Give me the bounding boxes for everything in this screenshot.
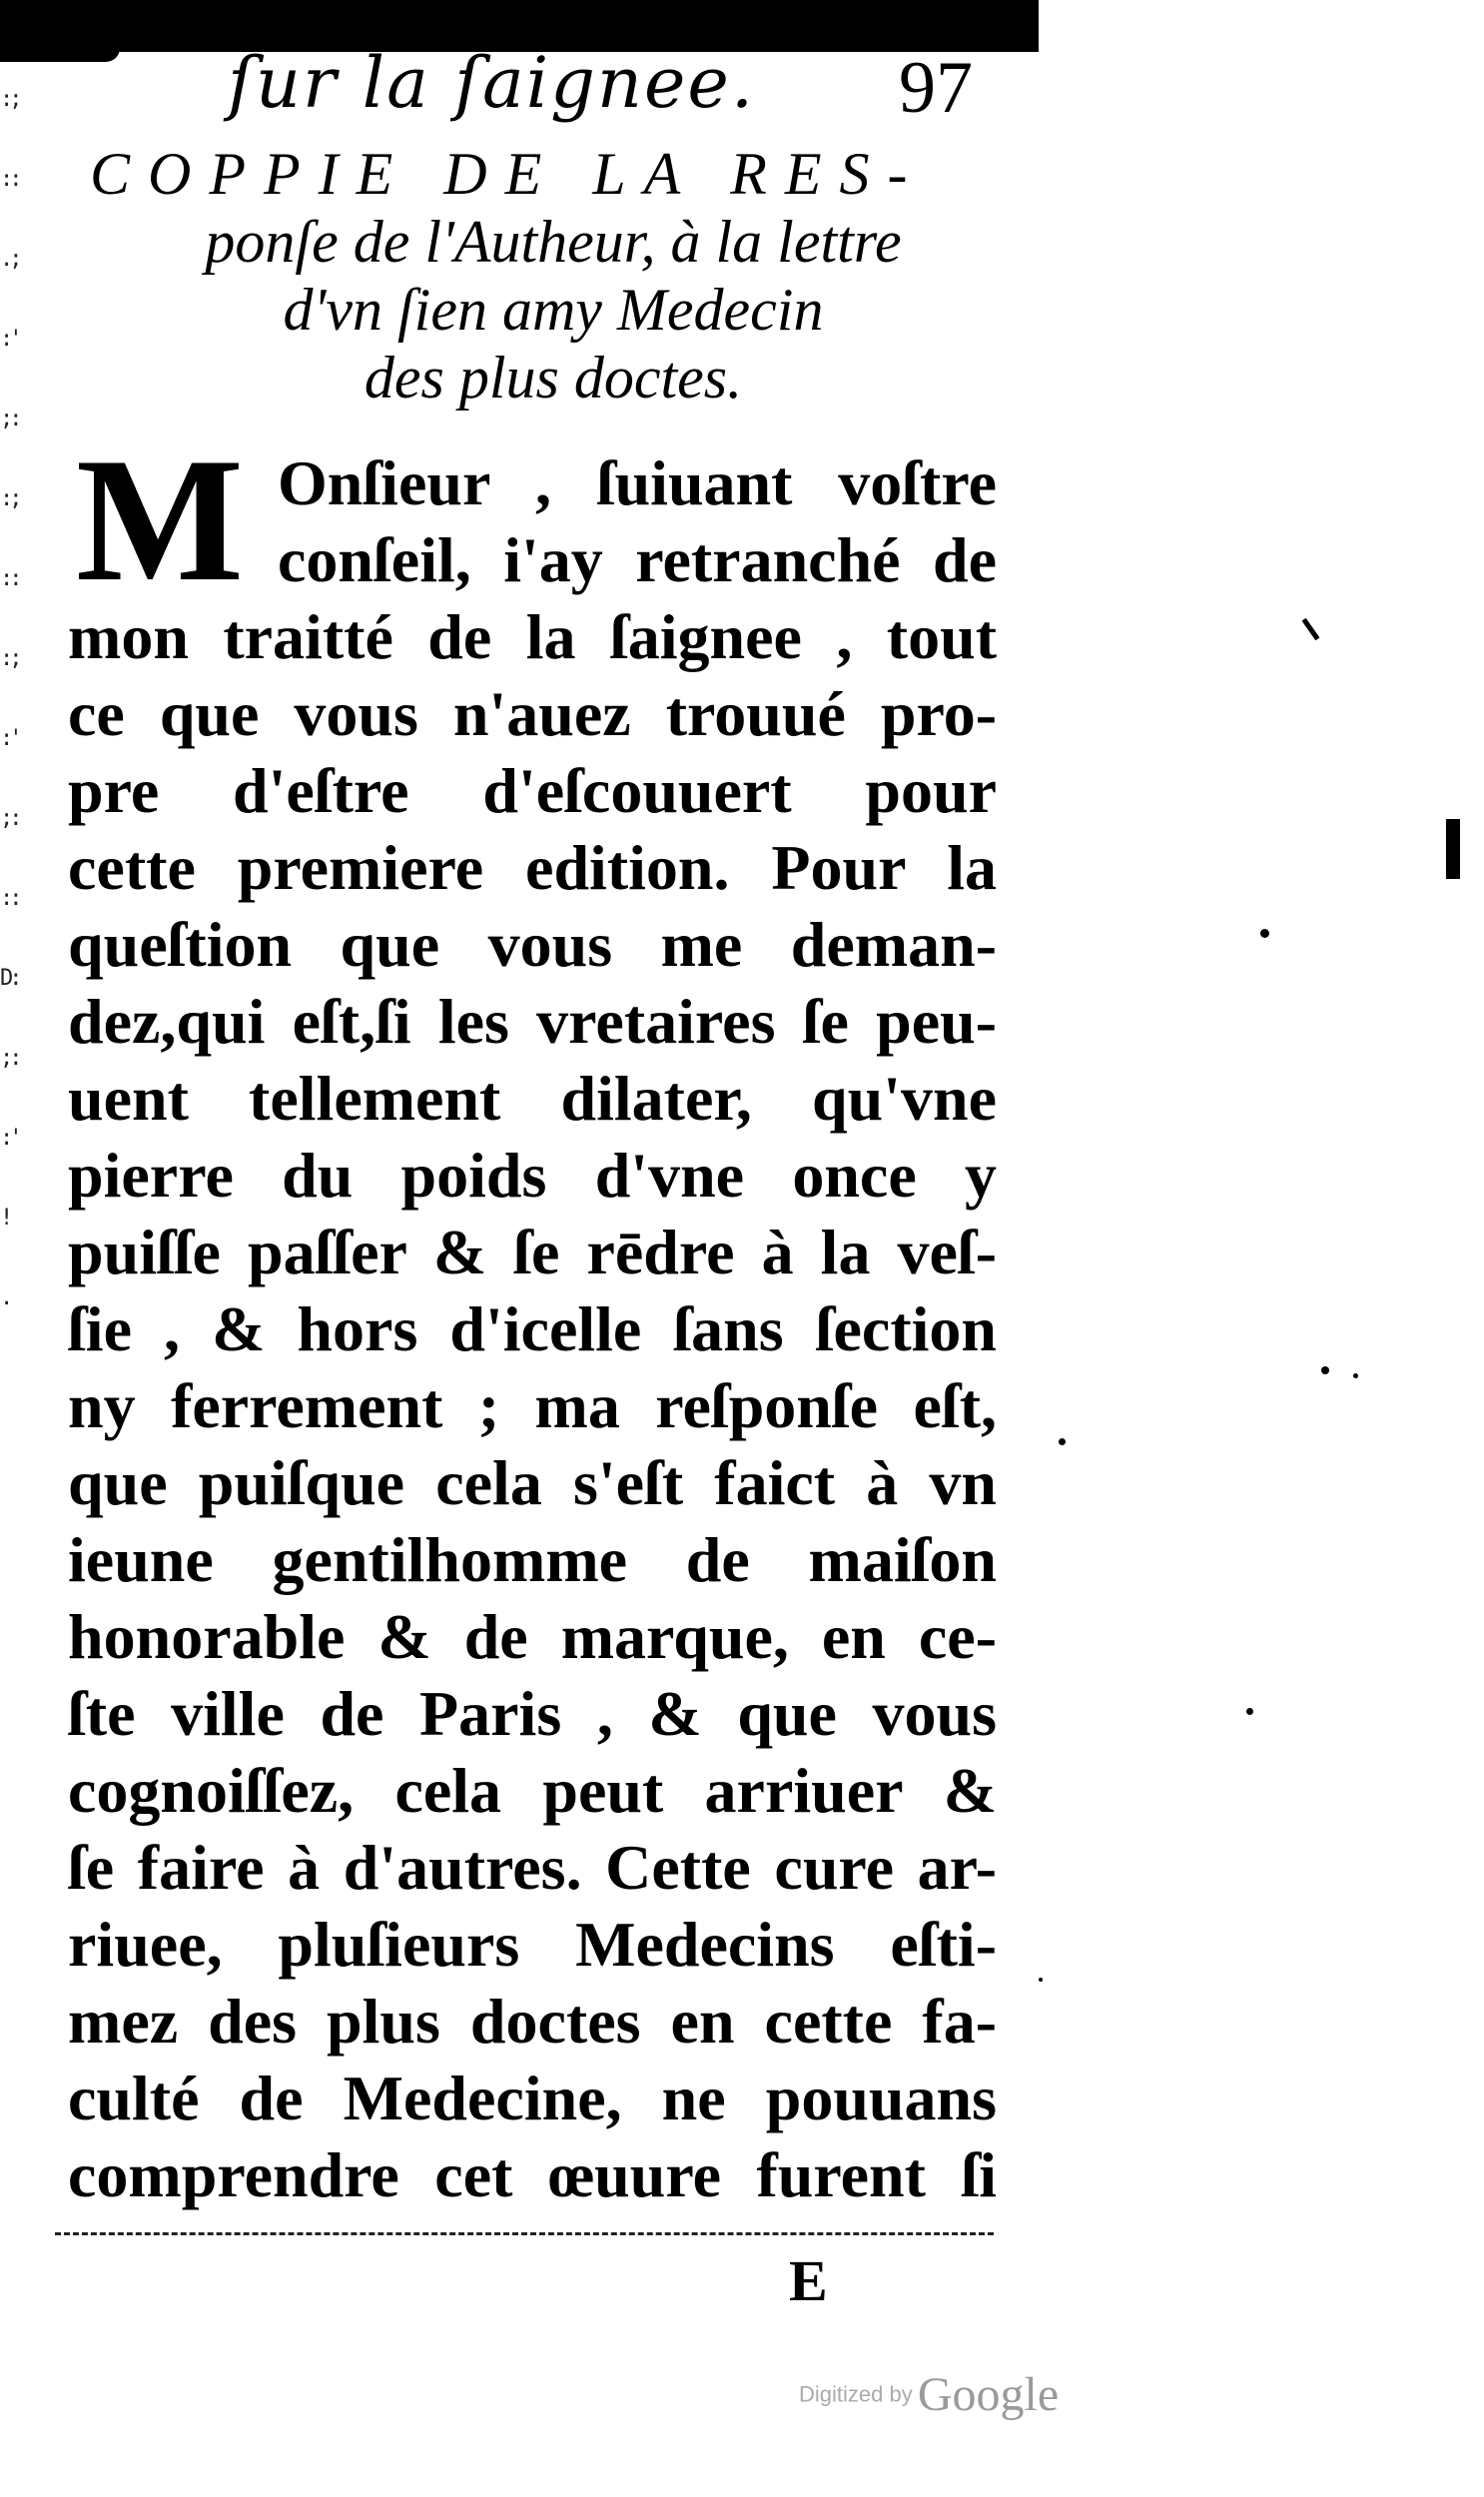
page-number: 97 xyxy=(899,47,973,129)
body-line: ny ferrement ; ma reſponſe eſt, xyxy=(68,1370,997,1441)
heading-line-1: COPPIE DE LA RES- xyxy=(90,141,926,207)
ink-speck xyxy=(1302,618,1320,641)
body-line: conſeil, i'ay retranché de xyxy=(278,524,997,595)
body-line: puiſſe paſſer & ſe rēdre à la veſ- xyxy=(68,1217,997,1287)
ink-speck xyxy=(1353,1373,1358,1378)
body-line: ce que vous n'auez trouué pro- xyxy=(68,678,997,749)
body-line: pierre du poids d'vne once y xyxy=(68,1140,997,1211)
ink-speck xyxy=(1446,819,1460,879)
ink-speck xyxy=(1039,1978,1043,1982)
heading-line-4: des plus doctes. xyxy=(364,345,743,411)
body-line: ſe faire à d'autres. Cette cure ar- xyxy=(68,1832,997,1903)
google-logo: Google xyxy=(917,2368,1060,2421)
body-line: mon traitté de la ſaignee , tout xyxy=(68,601,997,672)
watermark-prefix: Digitized by xyxy=(799,2381,913,2407)
body-line: que puiſque cela s'eſt faict à vn xyxy=(68,1447,997,1518)
ink-speck xyxy=(1246,1708,1253,1715)
signature-mark: E xyxy=(789,2248,828,2313)
body-line: uent tellement dilater, qu'vne xyxy=(68,1063,997,1134)
body-line: riuee, pluſieurs Medecins eſti- xyxy=(68,1909,997,1980)
heading-line-3: d'vn ſien amy Medecin xyxy=(283,277,824,343)
body-line: honorable & de marque, en ce- xyxy=(68,1601,997,1672)
body-line: cognoiſſez, cela peut arriuer & xyxy=(68,1755,997,1826)
body-line: ieune gentilhomme de maiſon xyxy=(68,1524,997,1595)
body-text xyxy=(68,444,997,2213)
ink-speck xyxy=(1059,1438,1066,1445)
page-header xyxy=(210,42,1009,142)
google-watermark xyxy=(799,2367,1059,2422)
body-line: mez des plus doctes en cette fa- xyxy=(68,1986,997,2057)
body-line: pre d'eſtre d'eſcouuert pour xyxy=(68,755,997,826)
body-line: ſte ville de Paris , & que vous xyxy=(68,1678,997,1749)
body-line: comprendre cet œuure furent ſi xyxy=(68,2139,997,2210)
body-line: ſie , & hors d'icelle ſans ſection xyxy=(68,1293,997,1364)
body-line: queſtion que vous me deman- xyxy=(68,909,997,980)
drop-cap: M xyxy=(76,420,245,618)
facing-page-bleed: :; :: .; :' ;: :; :: :; :' ;: :: D: ;: :' ! . xyxy=(0,87,19,1310)
body-line: cette premiere edition. Pour la xyxy=(68,832,997,903)
body-line: culté de Medecine, ne pouuans xyxy=(68,2063,997,2133)
ink-speck xyxy=(1321,1366,1329,1374)
body-line: Onſieur , ſuiuant voſtre xyxy=(278,447,997,518)
section-heading xyxy=(84,140,1023,412)
footer-rule xyxy=(55,2232,994,2237)
ink-speck xyxy=(1260,929,1269,938)
body-line: dez,qui eſt,ſi les vretaires ſe peu- xyxy=(68,986,997,1057)
running-head: ſur la ſaignee. xyxy=(228,42,756,124)
heading-line-2: ponſe de l'Autheur, à la lettre xyxy=(205,209,902,275)
